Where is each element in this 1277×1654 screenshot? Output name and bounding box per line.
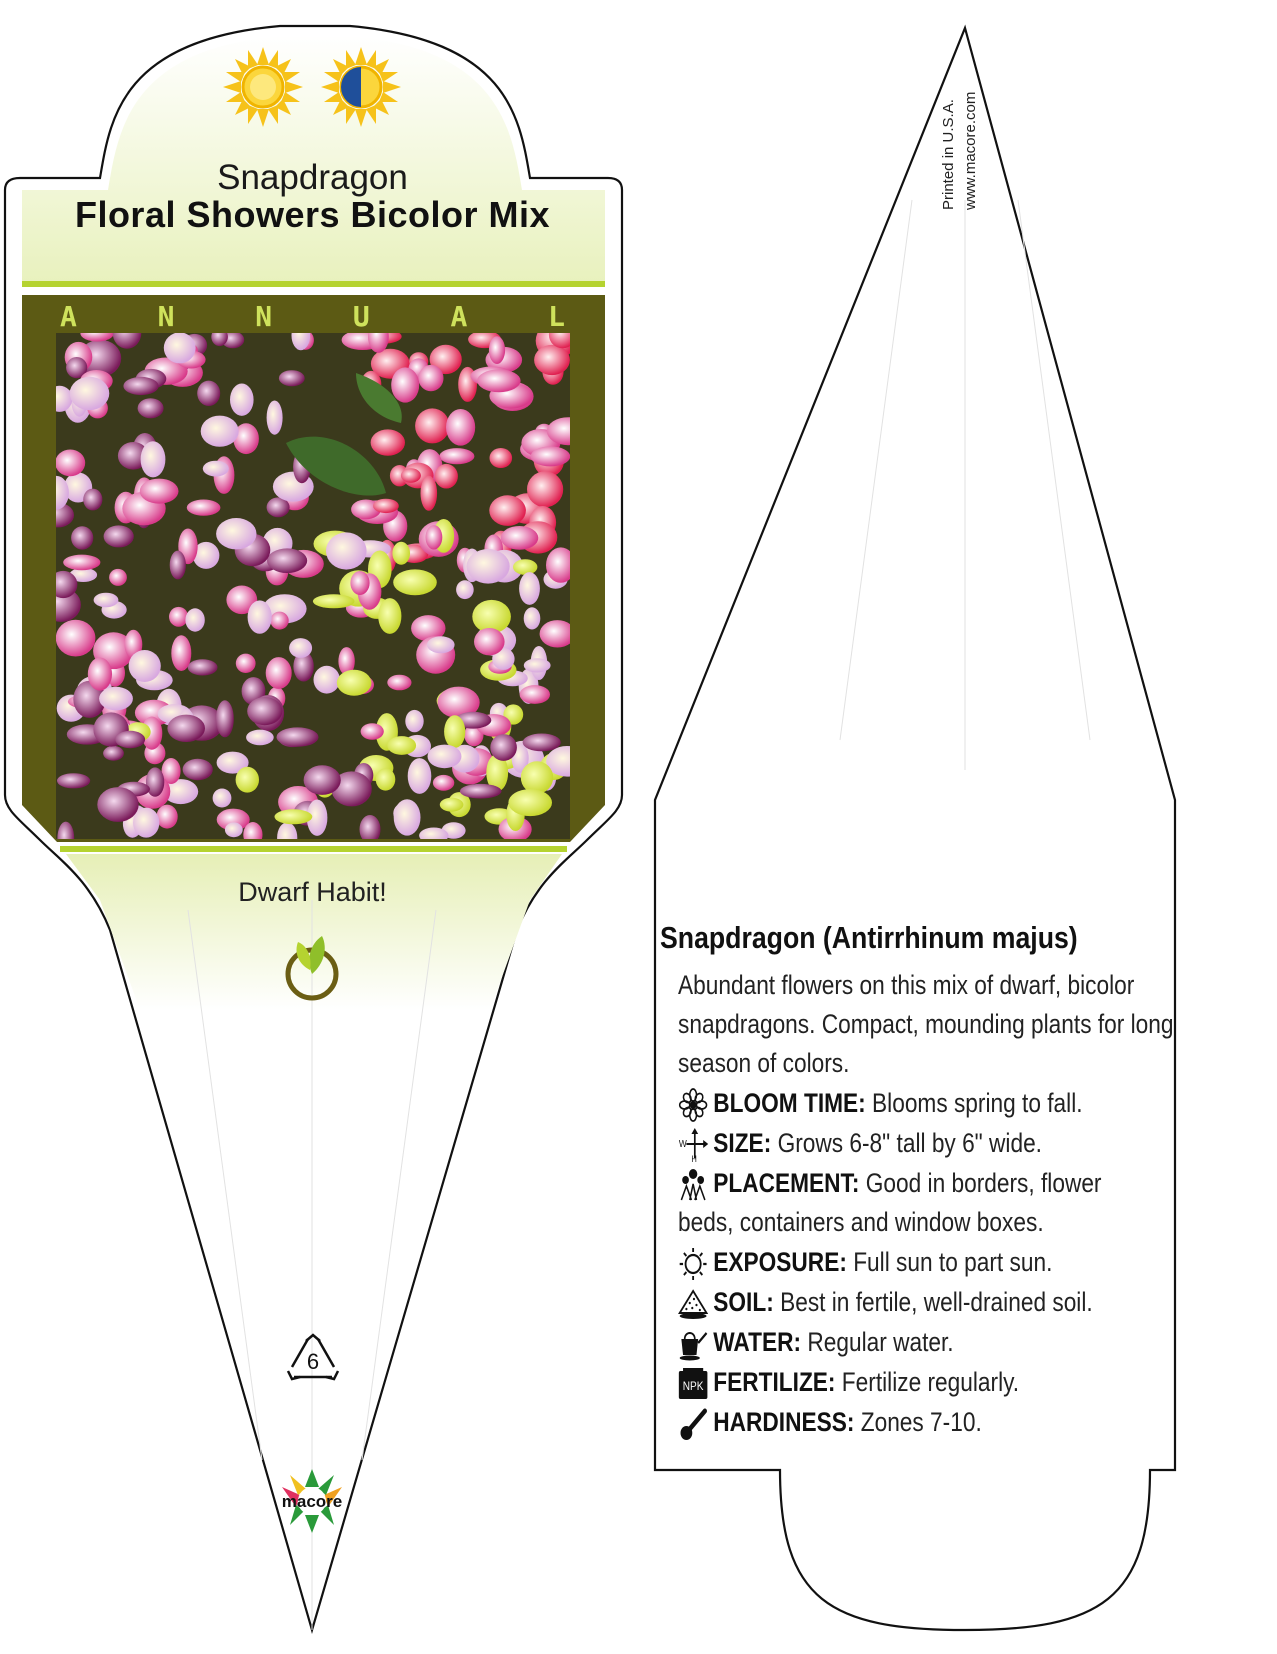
macore-logo <box>272 1467 352 1537</box>
flower-blossom <box>109 569 127 586</box>
flower-blossom <box>405 710 423 732</box>
flower-blossom <box>129 650 161 682</box>
flower-blossom <box>266 657 292 689</box>
flower-blossom <box>63 555 100 571</box>
size-h-letter: H <box>691 1153 697 1162</box>
flower-blossom <box>225 822 243 837</box>
size-w-letter: W <box>678 1138 687 1150</box>
flower-blossom <box>275 809 313 824</box>
flower-blossom <box>157 805 178 829</box>
thermometer-icon <box>678 1407 713 1441</box>
flower-blossom <box>146 767 164 796</box>
flower-blossom <box>439 448 474 464</box>
flower-blossom <box>490 734 517 761</box>
flower-blossom <box>141 441 166 477</box>
recycle-number: 6 <box>306 1349 320 1374</box>
attribute-value: Fertilize regularly. <box>841 1367 1020 1397</box>
part-sun-icon <box>320 46 402 128</box>
flower-blossom <box>277 727 319 746</box>
flower-blossom <box>70 377 110 410</box>
flower-blossom <box>304 765 341 795</box>
attribute-label: WATER: <box>713 1327 802 1357</box>
flower-blossom <box>467 549 510 584</box>
attribute-label: SOIL: <box>713 1287 774 1317</box>
attribute-water <box>678 1323 1199 1362</box>
flower-blossom <box>401 468 421 483</box>
flower-blossom <box>197 381 220 406</box>
attribute-label: BLOOM TIME: <box>713 1088 866 1118</box>
common-name: Snapdragon <box>217 158 408 197</box>
soil-icon <box>678 1287 713 1321</box>
flower-blossom <box>187 500 221 516</box>
flower-blossom <box>521 761 553 794</box>
flower-blossom <box>394 799 421 835</box>
flower-blossom <box>213 789 232 808</box>
flower-blossom <box>387 736 416 755</box>
flower-blossom <box>337 670 372 696</box>
flower-blossom <box>501 526 539 550</box>
flower-blossom <box>267 401 283 435</box>
flower-blossom <box>433 775 454 791</box>
flower-blossom <box>183 759 213 780</box>
flower-blossom <box>248 600 272 633</box>
flower-blossom <box>520 685 550 704</box>
category-letter: A <box>450 300 468 333</box>
flower-blossom <box>171 635 191 671</box>
printed-country: Printed in U.S.A. <box>940 99 957 210</box>
attribute-fertilize <box>678 1363 1199 1402</box>
flower-blossom <box>236 654 256 673</box>
flower-blossom <box>477 369 520 392</box>
flower-blossom <box>460 784 502 799</box>
flower-blossom <box>104 525 134 547</box>
attribute-soil <box>678 1283 1199 1322</box>
flower-blossom <box>56 450 85 477</box>
flower-blossom <box>408 758 432 794</box>
flower-blossom <box>489 336 505 364</box>
attribute-value: Regular water. <box>807 1327 954 1357</box>
flower-blossom <box>246 730 274 746</box>
flower-blossom <box>99 687 133 711</box>
attribute-size <box>678 1124 1199 1163</box>
attribute-label: HARDINESS: <box>713 1407 855 1437</box>
flower-blossom <box>230 384 254 416</box>
attribute-label: EXPOSURE: <box>713 1247 847 1277</box>
category-letter: U <box>352 300 370 333</box>
website: www.macore.com <box>962 91 979 210</box>
flower-blossom <box>391 367 419 402</box>
printed-info <box>940 45 990 215</box>
flower-blossom <box>392 542 410 565</box>
flower-blossom <box>133 808 159 838</box>
recycle-6-icon <box>286 1333 340 1383</box>
flower-blossom <box>378 598 401 634</box>
category-annual <box>60 300 565 333</box>
flower-blossom <box>428 745 462 769</box>
seedling-icon <box>284 930 340 1002</box>
flower-blossom <box>313 594 355 608</box>
flower-blossom <box>361 723 384 740</box>
flower-blossom <box>94 593 119 608</box>
flower-blossom <box>371 429 405 455</box>
header-rule <box>22 281 605 287</box>
flower-blossom <box>56 620 95 657</box>
flower-blossom <box>373 499 399 513</box>
attribute-value: Zones 7-10. <box>860 1407 982 1437</box>
flower-blossom <box>57 773 90 788</box>
watering-can-icon <box>678 1327 713 1361</box>
lower-rule <box>60 846 567 852</box>
flower-blossom <box>279 370 305 386</box>
flower-blossom <box>418 365 443 391</box>
attribute-exposure <box>678 1243 1199 1282</box>
flower-blossom <box>164 333 196 363</box>
flower-blossom <box>71 526 93 549</box>
attribute-label: SIZE: <box>713 1128 772 1158</box>
flower-blossom <box>115 731 145 748</box>
flower-blossom <box>513 559 537 575</box>
attribute-hardiness <box>678 1403 1199 1442</box>
botanical-title: Snapdragon (Antirrhinum majus) <box>660 920 1078 955</box>
flower-blossom <box>203 461 229 477</box>
flower-blossom <box>350 571 369 595</box>
size-arrows-icon <box>678 1128 713 1162</box>
category-letter: A <box>60 300 77 333</box>
flower-photo <box>56 333 570 839</box>
category-letter: N <box>157 300 175 333</box>
flower-blossom <box>169 607 188 627</box>
flower-blossom <box>426 525 443 549</box>
flower-blossom <box>393 569 437 595</box>
flower-blossom <box>456 580 474 599</box>
attribute-placement <box>678 1164 1148 1242</box>
flower-blossom <box>527 471 563 507</box>
flower-blossom <box>326 532 367 569</box>
attribute-value: Best in fertile, well-drained soil. <box>780 1287 1093 1317</box>
flower-blossom <box>201 416 239 447</box>
attribute-bloom-time <box>678 1084 1199 1123</box>
flower-blossom <box>421 476 438 511</box>
flower-blossom <box>216 700 234 737</box>
flower-blossom <box>435 464 458 489</box>
flower-blossom <box>446 409 475 446</box>
flower-blossom <box>103 746 124 761</box>
flower-blossom <box>415 408 449 443</box>
flower-blossom <box>427 636 455 653</box>
flower-blossom <box>440 798 464 812</box>
flower-blossom <box>490 448 513 468</box>
flower-blossom <box>314 666 340 694</box>
flower-blossom <box>188 659 218 675</box>
flower-blossom <box>138 398 164 418</box>
flower-blossom <box>140 479 179 504</box>
flower-blossom <box>185 608 204 631</box>
npk-icon <box>678 1367 713 1401</box>
flower-icon <box>678 1088 713 1122</box>
attribute-value: Grows 6-8" tall by 6" wide. <box>777 1128 1042 1158</box>
full-sun-icon <box>222 46 304 128</box>
placement-icon <box>678 1168 713 1202</box>
flower-blossom <box>387 675 411 691</box>
flower-blossom <box>216 518 256 549</box>
category-letter: L <box>548 300 565 333</box>
flower-blossom <box>524 658 551 672</box>
flower-blossom <box>519 572 540 605</box>
flower-blossom <box>444 715 465 748</box>
flower-blossom <box>170 551 186 580</box>
flower-blossom <box>247 697 282 725</box>
attribute-value: Full sun to part sun. <box>853 1247 1053 1277</box>
logo-text: macore <box>281 1492 343 1511</box>
flower-blossom <box>376 768 396 790</box>
flower-blossom <box>508 789 552 816</box>
variety-name: Floral Showers Bicolor Mix <box>74 194 551 235</box>
flower-blossom <box>270 612 288 630</box>
flower-blossom <box>489 495 526 526</box>
flower-blossom <box>289 638 312 658</box>
flower-blossom <box>523 734 561 752</box>
attribute-label: PLACEMENT: <box>713 1168 860 1198</box>
attribute-value: Good in borders, flower beds, containers and window boxes. <box>678 1168 1102 1237</box>
flower-blossom <box>123 377 158 395</box>
flower-blossom <box>524 607 541 629</box>
flower-blossom <box>267 548 307 573</box>
category-letter: N <box>255 300 273 333</box>
flower-blossom <box>83 489 102 511</box>
flower-blossom <box>97 787 138 822</box>
attribute-value: Blooms spring to fall. <box>872 1088 1083 1118</box>
flower-blossom <box>534 345 570 375</box>
attribute-label: FERTILIZE: <box>713 1367 836 1397</box>
tagline: Dwarf Habit! <box>238 877 387 907</box>
plant-description: Abundant flowers on this mix of dwarf, bicolor snapdragons. Compact, mounding plants for long season of colors. <box>678 970 1174 1078</box>
sun-icon <box>678 1247 713 1281</box>
npk-text: NPK <box>682 1380 704 1394</box>
flower-blossom <box>531 446 570 466</box>
flower-blossom <box>88 658 112 691</box>
flower-blossom <box>167 715 205 742</box>
flower-blossom <box>236 767 259 793</box>
flower-blossom <box>474 628 505 655</box>
